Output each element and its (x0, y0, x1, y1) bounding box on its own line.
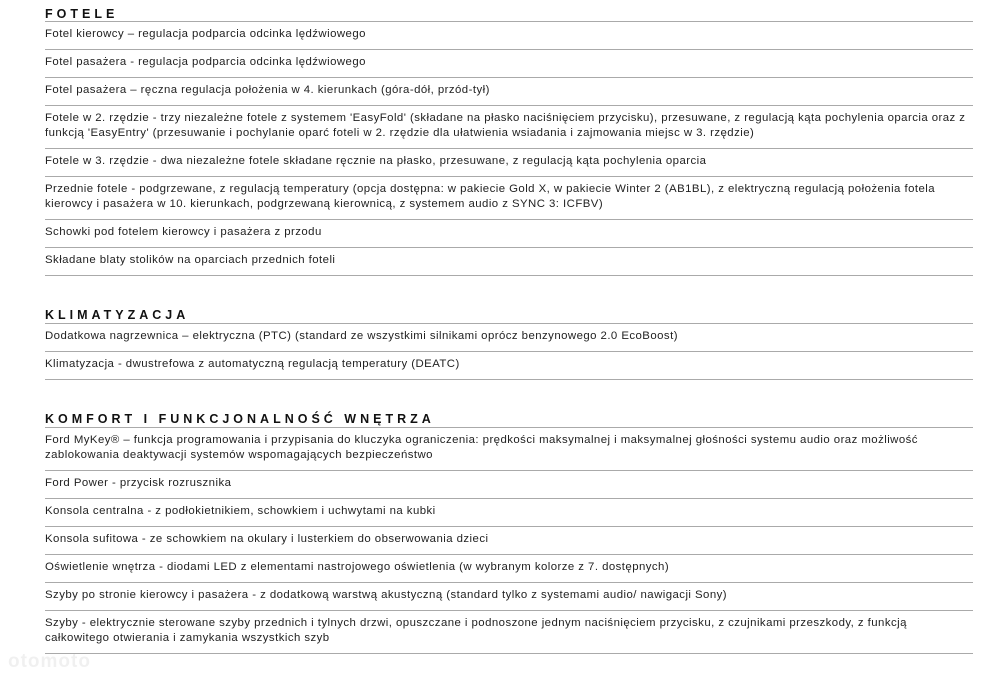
list-item: Fotel pasażera – ręczna regulacja położenia w 4. kierunkach (góra-dół, przód-tył) (45, 78, 973, 106)
list-item: Fotel pasażera - regulacja podparcia odcinka lędźwiowego (45, 50, 973, 78)
section-heading-fotele: FOTELE (45, 0, 973, 22)
section-heading-klimatyzacja: KLIMATYZACJA (45, 296, 973, 324)
list-item: Konsola centralna - z podłokietnikiem, schowkiem i uchwytami na kubki (45, 499, 973, 527)
list-item: Ford Power - przycisk rozrusznika (45, 471, 973, 499)
list-item: Oświetlenie wnętrza - diodami LED z elementami nastrojowego oświetlenia (w wybranym kolorze z 7. dostępnych) (45, 555, 973, 583)
list-item: Konsola sufitowa - ze schowkiem na okulary i lusterkiem do obserwowania dzieci (45, 527, 973, 555)
list-item: Składane blaty stolików na oparciach przednich foteli (45, 248, 973, 276)
list-item: Przednie fotele - podgrzewane, z regulacją temperatury (opcja dostępna: w pakiecie Gold X, w pakiecie Winter 2 (AB1BL), z elektryczną regulacją położenia fotela kierowcy i pasażera w 10. kierunkach, podgrzewaną kierownicą, z systemem audio z SYNC 3: ICFBV) (45, 177, 973, 220)
equipment-list (45, 0, 973, 654)
list-item: Fotel kierowcy – regulacja podparcia odcinka lędźwiowego (45, 22, 973, 50)
list-item: Fotele w 3. rzędzie - dwa niezależne fotele składane ręcznie na płasko, przesuwane, z regulacją kąta pochylenia oparcia (45, 149, 973, 177)
list-item: Klimatyzacja - dwustrefowa z automatyczną regulacją temperatury (DEATC) (45, 352, 973, 380)
list-item: Szyby - elektrycznie sterowane szyby przednich i tylnych drzwi, opuszczane i podnoszone jednym naciśnięciem przycisku, z czujnikami przeszkody, z funkcją całkowitego otwierania i zamykania wszystkich szyb (45, 611, 973, 654)
watermark-logo: otomoto (8, 651, 91, 672)
section-heading-komfort: KOMFORT I FUNKCJONALNOŚĆ WNĘTRZA (45, 400, 973, 428)
list-item: Fotele w 2. rzędzie - trzy niezależne fotele z systemem 'EasyFold' (składane na płasko naciśnięciem przycisku), przesuwane, z regulacją kąta pochylenia oparcia oraz z funkcją 'EasyEntry' (przesuwanie i pochylanie oparć foteli w 2. rzędzie dla ułatwienia wsiadania i zajmowania miejsc w 3. rzędzie) (45, 106, 973, 149)
list-item: Dodatkowa nagrzewnica – elektryczna (PTC) (standard ze wszystkimi silnikami oprócz benzynowego 2.0 EcoBoost) (45, 324, 973, 352)
list-item: Ford MyKey® – funkcja programowania i przypisania do kluczyka ograniczenia: prędkości maksymalnej i maksymalnej głośności systemu audio oraz możliwość zablokowania deaktywacji systemów wspomagających bezpieczeństwo (45, 428, 973, 471)
list-item: Schowki pod fotelem kierowcy i pasażera z przodu (45, 220, 973, 248)
list-item: Szyby po stronie kierowcy i pasażera - z dodatkową warstwą akustyczną (standard tylko z systemami audio/ nawigacji Sony) (45, 583, 973, 611)
